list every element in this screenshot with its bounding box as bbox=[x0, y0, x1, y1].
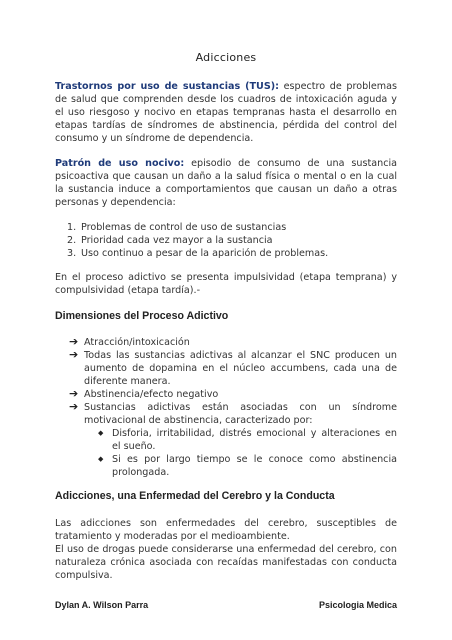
page-title: Adicciones bbox=[195, 51, 257, 64]
sub-list-item-text: Disforia, irritabilidad, distrés emocional y alteraciones en el sueño. bbox=[112, 428, 397, 452]
enfermedad-paragraph-1: Las adicciones son enfermedades del cerebro, susceptibles de tratamiento y moderadas por el medioambiente. bbox=[55, 518, 397, 542]
patron-term: Patrón de uso nocivo: bbox=[55, 158, 185, 169]
list-item-text: Atracción/intoxicación bbox=[84, 337, 190, 348]
list-item-text: Sustancias adictivas están asociadas con un síndrome motivacional de abstinencia, caracterizado por: bbox=[84, 402, 397, 426]
patron-paragraph bbox=[55, 157, 397, 209]
numbered-list bbox=[55, 221, 397, 260]
list-number: 3. bbox=[67, 248, 77, 259]
proceso-paragraph: En el proceso adictivo se presenta impulsividad (etapa temprana) y compulsividad (etapa tardía).- bbox=[55, 272, 397, 296]
arrow-right-icon: ➔ bbox=[69, 400, 79, 413]
list-item-text: Todas las sustancias adictivas al alcanzar el SNC producen un aumento de dopamina en el núcleo accumbens, cada una de diferente manera. bbox=[84, 350, 397, 387]
arrow-right-icon: ➔ bbox=[69, 348, 79, 361]
list-item-text: Uso continuo a pesar de la aparición de problemas. bbox=[81, 248, 329, 259]
sub-list-item-text: Si es por largo tiempo se le conoce como abstinencia prolongada. bbox=[112, 454, 397, 478]
list-item bbox=[69, 349, 397, 388]
tus-term: Trastornos por uso de sustancias (TUS): bbox=[55, 81, 279, 92]
list-item bbox=[69, 336, 397, 349]
list-number: 2. bbox=[67, 235, 77, 246]
diamond-bullet-icon: ◆ bbox=[98, 429, 104, 437]
arrow-right-icon: ➔ bbox=[69, 335, 79, 348]
dimensiones-heading: Dimensiones del Proceso Adictivo bbox=[55, 310, 229, 322]
list-item-text: Prioridad cada vez mayor a la sustancia bbox=[81, 235, 273, 246]
list-item bbox=[69, 388, 397, 401]
list-item bbox=[69, 401, 397, 427]
list-number: 1. bbox=[67, 222, 77, 233]
patron-definition: episodio de consumo de una sustancia psicoactiva que causan un daño a la salud física o mental o en la cual la sustancia induce a comportamientos que causan un daño a otras personas y dependencia: bbox=[55, 158, 398, 208]
tus-definition: espectro de problemas de salud que comprenden desde los cuadros de intoxicación aguda y el uso riesgoso y nocivo en etapas tempranas hasta el desarrollo en etapas tardías de síndromes de abstinencia, pérdida del control del consumo y un síndrome de dependencia. bbox=[55, 81, 397, 144]
sub-list-item bbox=[97, 427, 397, 453]
list-item bbox=[55, 221, 397, 234]
list-item-text: Problemas de control de uso de sustancias bbox=[81, 222, 287, 233]
footer-author: Dylan A. Wilson Parra bbox=[55, 600, 149, 610]
list-item bbox=[55, 247, 397, 260]
dimensiones-list bbox=[69, 336, 397, 479]
list-item bbox=[55, 234, 397, 247]
sub-list bbox=[97, 427, 397, 479]
list-item-text: Abstinencia/efecto negativo bbox=[84, 389, 219, 400]
enfermedad-paragraph-2: El uso de drogas puede considerarse una enfermedad del cerebro, con naturaleza crónica asociada con recaídas manifestadas con conducta compulsiva. bbox=[55, 544, 397, 581]
diamond-bullet-icon: ◆ bbox=[98, 455, 104, 463]
enfermedad-heading: Adicciones, una Enfermedad del Cerebro y la Conducta bbox=[55, 490, 335, 502]
footer-subject: Psicologia Medica bbox=[318, 600, 397, 610]
arrow-right-icon: ➔ bbox=[69, 387, 79, 400]
tus-paragraph bbox=[55, 80, 397, 145]
sub-list-item bbox=[97, 453, 397, 479]
